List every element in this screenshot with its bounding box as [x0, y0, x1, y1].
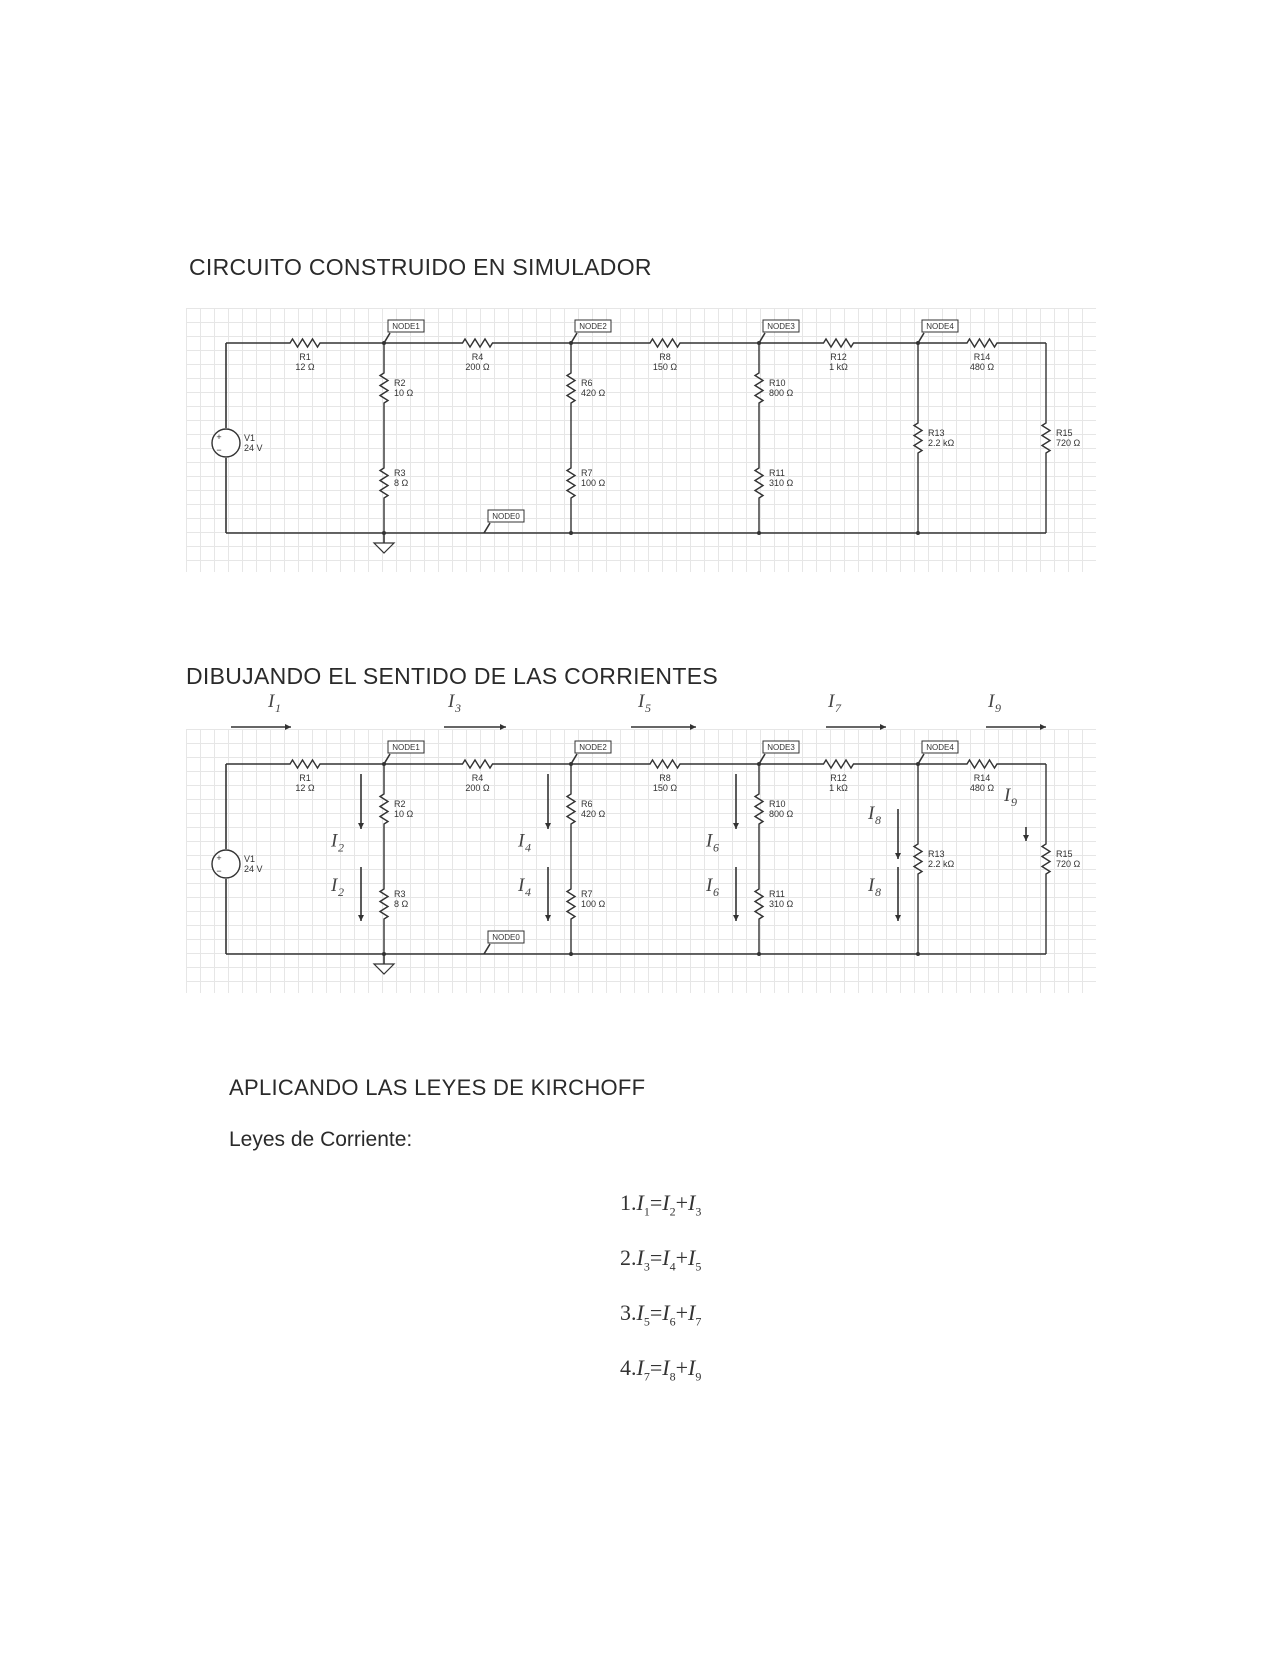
node-tag-node0: NODE0: [492, 933, 520, 942]
source-value: 24 V: [244, 864, 263, 874]
resistor-R15: [1042, 764, 1050, 954]
resistor-label-R2: R2: [394, 799, 406, 809]
node-tag-node2: NODE2: [579, 322, 607, 331]
resistor-value-R1: 12 Ω: [295, 362, 315, 372]
resistor-value-R7: 100 Ω: [581, 899, 606, 909]
resistor-R15: [1042, 343, 1050, 533]
node-tag-node2: NODE2: [579, 743, 607, 752]
current-label-I9: I: [988, 691, 995, 712]
node-tag-node3: NODE3: [767, 322, 795, 331]
current-label-I6-5: I: [706, 875, 713, 896]
resistor-R14: [918, 339, 1046, 347]
current-label-I2-1-sub: 2: [338, 885, 344, 899]
resistor-label-R15: R15: [1056, 428, 1073, 438]
current-arrow-I4-3-head: [545, 915, 551, 921]
resistor-label-R1: R1: [299, 773, 311, 783]
node-pointer: [759, 333, 765, 343]
current-arrow-I6-4-head: [733, 823, 739, 829]
resistor-R1: [226, 760, 384, 768]
resistor-value-R6: 420 Ω: [581, 809, 606, 819]
equation-number: 3.: [620, 1300, 637, 1325]
node-pointer: [484, 944, 490, 954]
resistor-label-R10: R10: [769, 799, 786, 809]
resistor-R1: [226, 339, 384, 347]
source-name: V1: [244, 854, 256, 864]
junction-dot: [569, 531, 573, 535]
node-tag-node1: NODE1: [392, 322, 420, 331]
ground-icon: [374, 964, 394, 974]
node-pointer: [384, 754, 390, 764]
plus-sign: +: [216, 853, 222, 863]
node-tag-node4: NODE4: [926, 322, 954, 331]
node-pointer: [484, 523, 490, 533]
current-label-I4-2-sub: 4: [525, 840, 531, 855]
current-laws-label: Leyes de Corriente:: [229, 1128, 413, 1151]
circuit-diagram-currents: [186, 691, 1096, 993]
current-arrow-I3-head: [500, 724, 506, 730]
resistor-R6: [567, 343, 575, 433]
node-tag-node3: NODE3: [767, 743, 795, 752]
node-tag-node0: NODE0: [492, 512, 520, 521]
resistor-value-R13: 2.2 kΩ: [928, 438, 955, 448]
kirchoff-equation-3: $3.I_5=I_6+I_7$: [620, 1300, 702, 1329]
resistor-value-R3: 8 Ω: [394, 478, 409, 488]
resistor-label-R4: R4: [471, 352, 484, 362]
current-label-I4-2: I: [518, 830, 525, 852]
resistor-label-R3: R3: [394, 468, 406, 478]
source-name: V1: [244, 433, 256, 443]
kirchoff-equation-2: $2.I_3=I_4+I_5$: [620, 1245, 702, 1274]
resistor-label-R7: R7: [581, 468, 593, 478]
resistor-label-R11: R11: [769, 889, 785, 899]
resistor-R7: [567, 433, 575, 533]
resistor-value-R8: 150 Ω: [652, 783, 678, 793]
equation-number: 2.: [620, 1245, 637, 1270]
node-pointer: [571, 754, 577, 764]
resistor-label-R12: R12: [830, 352, 847, 362]
current-label-I4-3: I: [518, 875, 525, 896]
resistor-label-R13: R13: [928, 428, 945, 438]
resistor-R13: [914, 764, 922, 954]
resistor-label-R11: R11: [769, 468, 785, 478]
resistor-label-R6: R6: [581, 378, 593, 388]
junction-dot: [757, 952, 761, 956]
resistor-value-R3: 8 Ω: [394, 899, 409, 909]
plus-sign: +: [216, 432, 222, 442]
resistor-R8: [571, 339, 759, 347]
resistor-value-R2: 10 Ω: [394, 809, 414, 819]
resistor-R4: [384, 760, 571, 768]
current-label-I1: I: [268, 691, 275, 712]
resistor-value-R7: 100 Ω: [581, 478, 606, 488]
current-label-I7-sub: 7: [835, 701, 841, 715]
ground-icon: [374, 543, 394, 553]
resistor-value-R8: 150 Ω: [652, 362, 678, 372]
resistor-value-R12: 1 kΩ: [829, 783, 848, 793]
current-arrow-I9-head: [1040, 724, 1046, 730]
resistor-R14: [918, 760, 1046, 768]
section-heading-circuit: CIRCUITO CONSTRUIDO EN SIMULADOR: [189, 254, 652, 280]
resistor-label-R12: R12: [830, 773, 847, 783]
current-label-I1-sub: 1: [275, 701, 281, 715]
current-arrow-I7-head: [880, 724, 886, 730]
resistor-R4: [384, 339, 571, 347]
current-arrow-I8-7-head: [895, 915, 901, 921]
resistor-value-R12: 1 kΩ: [829, 362, 848, 372]
current-label-I2-0-sub: 2: [338, 840, 344, 855]
current-arrow-I8-6-head: [895, 853, 901, 859]
resistor-R12: [759, 339, 918, 347]
resistor-label-R7: R7: [581, 889, 593, 899]
resistor-R10: [755, 764, 763, 854]
current-arrow-I2-0-head: [358, 823, 364, 829]
current-label-I8-6: I: [868, 803, 875, 824]
minus-sign: −: [216, 866, 222, 876]
current-label-I2-1: I: [331, 875, 338, 896]
current-arrow-I6-5-head: [733, 915, 739, 921]
current-label-I3: I: [448, 691, 455, 712]
resistor-label-R13: R13: [928, 849, 945, 859]
current-label-I6-5-sub: 6: [713, 885, 719, 899]
resistor-value-R4: 200 Ω: [465, 783, 490, 793]
circuit-schematic: [186, 308, 1096, 572]
current-label-I9-8-sub: 9: [1011, 795, 1017, 809]
resistor-value-R13: 2.2 kΩ: [928, 859, 955, 869]
current-label-I7: I: [828, 691, 835, 712]
source-value: 24 V: [244, 443, 263, 453]
resistor-value-R11: 310 Ω: [769, 478, 794, 488]
kirchoff-equation-1: $1.I_1=I_2+I_3$: [620, 1190, 702, 1219]
node-tag-node1: NODE1: [392, 743, 420, 752]
resistor-label-R8: R8: [659, 773, 671, 783]
resistor-label-R3: R3: [394, 889, 406, 899]
node-pointer: [918, 333, 924, 343]
resistor-label-R8: R8: [659, 352, 671, 362]
current-arrow-I5-head: [690, 724, 696, 730]
resistor-value-R6: 420 Ω: [581, 388, 606, 398]
resistor-value-R10: 800 Ω: [769, 809, 794, 819]
resistor-R8: [571, 760, 759, 768]
current-label-I8-7-sub: 8: [875, 885, 881, 899]
junction-dot: [757, 531, 761, 535]
resistor-R6: [567, 764, 575, 854]
node-pointer: [918, 754, 924, 764]
resistor-value-R14: 480 Ω: [969, 362, 995, 372]
resistor-R10: [755, 343, 763, 433]
junction-dot: [916, 952, 920, 956]
resistor-R7: [567, 854, 575, 954]
resistor-value-R10: 800 Ω: [769, 388, 794, 398]
resistor-value-R1: 12 Ω: [295, 783, 315, 793]
resistor-label-R14: R14: [973, 773, 991, 783]
resistor-R11: [755, 433, 763, 533]
minus-sign: −: [216, 445, 222, 455]
current-label-I8-7: I: [868, 875, 875, 896]
node-pointer: [571, 333, 577, 343]
current-arrow-I4-2-head: [545, 823, 551, 829]
current-label-I8-6-sub: 8: [875, 813, 881, 827]
current-label-I9-8: I: [1004, 785, 1011, 806]
circuit-schematic-currents: [186, 691, 1096, 993]
equation-number: 4.: [620, 1355, 637, 1380]
kirchoff-equation-4: $4.I_7=I_8+I_9$: [620, 1355, 702, 1384]
resistor-R11: [755, 854, 763, 954]
junction-dot: [569, 952, 573, 956]
resistor-R12: [759, 760, 918, 768]
current-label-I5-sub: 5: [645, 701, 651, 715]
resistor-value-R15: 720 Ω: [1056, 859, 1081, 869]
resistor-value-R11: 310 Ω: [769, 899, 794, 909]
resistor-label-R6: R6: [581, 799, 593, 809]
current-label-I4-3-sub: 4: [525, 885, 531, 899]
section-heading-currents: DIBUJANDO EL SENTIDO DE LAS CORRIENTES: [186, 663, 718, 689]
resistor-value-R15: 720 Ω: [1056, 438, 1081, 448]
current-label-I2-0: I: [331, 830, 338, 852]
resistor-value-R14: 480 Ω: [969, 783, 995, 793]
resistor-label-R10: R10: [769, 378, 786, 388]
resistor-R3: [380, 433, 388, 533]
resistor-label-R2: R2: [394, 378, 406, 388]
current-arrow-I1-head: [285, 724, 291, 730]
resistor-R3: [380, 854, 388, 954]
junction-dot: [916, 531, 920, 535]
resistor-value-R2: 10 Ω: [394, 388, 414, 398]
current-label-I6-4: I: [706, 830, 713, 852]
current-arrow-I2-1-head: [358, 915, 364, 921]
current-arrow-I9-8-head: [1023, 835, 1029, 841]
current-label-I6-4-sub: 6: [713, 840, 719, 855]
current-label-I9-sub: 9: [995, 701, 1001, 715]
resistor-label-R14: R14: [973, 352, 991, 362]
resistor-value-R4: 200 Ω: [465, 362, 490, 372]
resistor-label-R1: R1: [299, 352, 311, 362]
resistor-R2: [380, 343, 388, 433]
node-pointer: [759, 754, 765, 764]
circuit-diagram-simulator: [186, 308, 1096, 572]
section-heading-kirchoff: APLICANDO LAS LEYES DE KIRCHOFF: [229, 1075, 646, 1100]
equation-number: 1.: [620, 1190, 637, 1215]
resistor-label-R15: R15: [1056, 849, 1073, 859]
current-label-I5: I: [638, 691, 645, 712]
resistor-label-R4: R4: [471, 773, 484, 783]
current-label-I3-sub: 3: [455, 701, 461, 715]
node-pointer: [384, 333, 390, 343]
resistor-R13: [914, 343, 922, 533]
node-tag-node4: NODE4: [926, 743, 954, 752]
resistor-R2: [380, 764, 388, 854]
